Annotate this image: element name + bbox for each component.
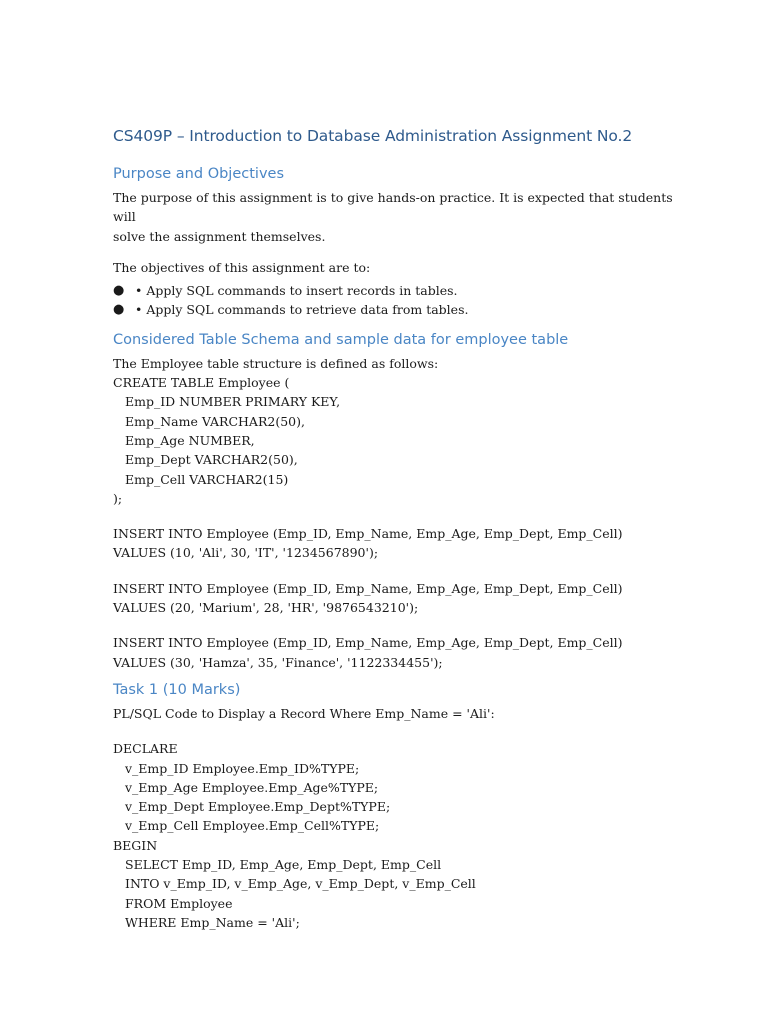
code-line: Emp_ID NUMBER PRIMARY KEY,	[125, 394, 341, 410]
code-line: Emp_Name VARCHAR2(50),	[125, 413, 305, 429]
schema-heading: Considered Table Schema and sample data for employee table	[113, 331, 569, 348]
document-title: CS409P – Introduction to Database Administration Assignment No.2	[113, 127, 633, 145]
code-line: INSERT INTO Employee (Emp_ID, Emp_Name, Emp_Age, Emp_Dept, Emp_Cell)	[113, 580, 623, 596]
code-line: INSERT INTO Employee (Emp_ID, Emp_Name, Emp_Age, Emp_Dept, Emp_Cell)	[113, 635, 623, 651]
document-body	[113, 122, 673, 932]
code-line: VALUES (30, 'Hamza', 35, 'Finance', '1122334455');	[113, 654, 443, 670]
code-line: BEGIN	[113, 837, 158, 853]
bullet-icon: ●	[113, 283, 125, 299]
create-table-code	[113, 373, 673, 508]
purpose-intro-line-2: solve the assignment themselves.	[113, 228, 326, 244]
code-line: DECLARE	[113, 741, 178, 757]
code-line: );	[113, 490, 123, 506]
code-line: v_Emp_Cell Employee.Emp_Cell%TYPE;	[125, 818, 380, 834]
task1-heading: Task 1 (10 Marks)	[113, 681, 241, 698]
purpose-intro-line-1: The purpose of this assignment is to give hands-on practice. It is expected that students will	[113, 190, 673, 225]
insert-statement-1	[113, 524, 673, 563]
code-line: INSERT INTO Employee (Emp_ID, Emp_Name, Emp_Age, Emp_Dept, Emp_Cell)	[113, 526, 623, 542]
code-line: FROM Employee	[125, 895, 233, 911]
insert-statement-3	[113, 633, 673, 672]
code-line: v_Emp_ID Employee.Emp_ID%TYPE;	[125, 760, 360, 776]
objective-item	[113, 300, 673, 319]
bullet-icon: ●	[113, 302, 125, 318]
schema-intro: The Employee table structure is defined as follows:	[113, 355, 439, 371]
code-line: VALUES (10, 'Ali', 30, 'IT', '1234567890');	[113, 545, 379, 561]
task1-intro: PL/SQL Code to Display a Record Where Emp_Name = 'Ali':	[113, 705, 495, 721]
plsql-code	[113, 739, 673, 932]
objectives-intro: The objectives of this assignment are to:	[113, 259, 371, 275]
code-line: VALUES (20, 'Marium', 28, 'HR', '9876543210');	[113, 600, 419, 616]
code-line: INTO v_Emp_ID, v_Emp_Age, v_Emp_Dept, v_Emp_Cell	[125, 876, 476, 892]
code-line: Emp_Dept VARCHAR2(50),	[125, 452, 298, 468]
purpose-heading: Purpose and Objectives	[113, 166, 284, 182]
code-line: v_Emp_Age Employee.Emp_Age%TYPE;	[125, 779, 379, 795]
objective-text: • Apply SQL commands to insert records in tables.	[135, 283, 458, 299]
code-line: WHERE Emp_Name = 'Ali';	[125, 914, 300, 930]
objectives-list	[113, 281, 673, 320]
code-line: CREATE TABLE Employee (	[113, 375, 290, 391]
objective-item	[113, 281, 673, 300]
objective-text: • Apply SQL commands to retrieve data from tables.	[135, 302, 469, 318]
code-line: Emp_Age NUMBER,	[125, 432, 255, 448]
code-line: Emp_Cell VARCHAR2(15)	[125, 471, 289, 487]
code-line: v_Emp_Dept Employee.Emp_Dept%TYPE;	[125, 799, 391, 815]
code-line: SELECT Emp_ID, Emp_Age, Emp_Dept, Emp_Cell	[125, 857, 442, 873]
insert-statement-2	[113, 579, 673, 618]
